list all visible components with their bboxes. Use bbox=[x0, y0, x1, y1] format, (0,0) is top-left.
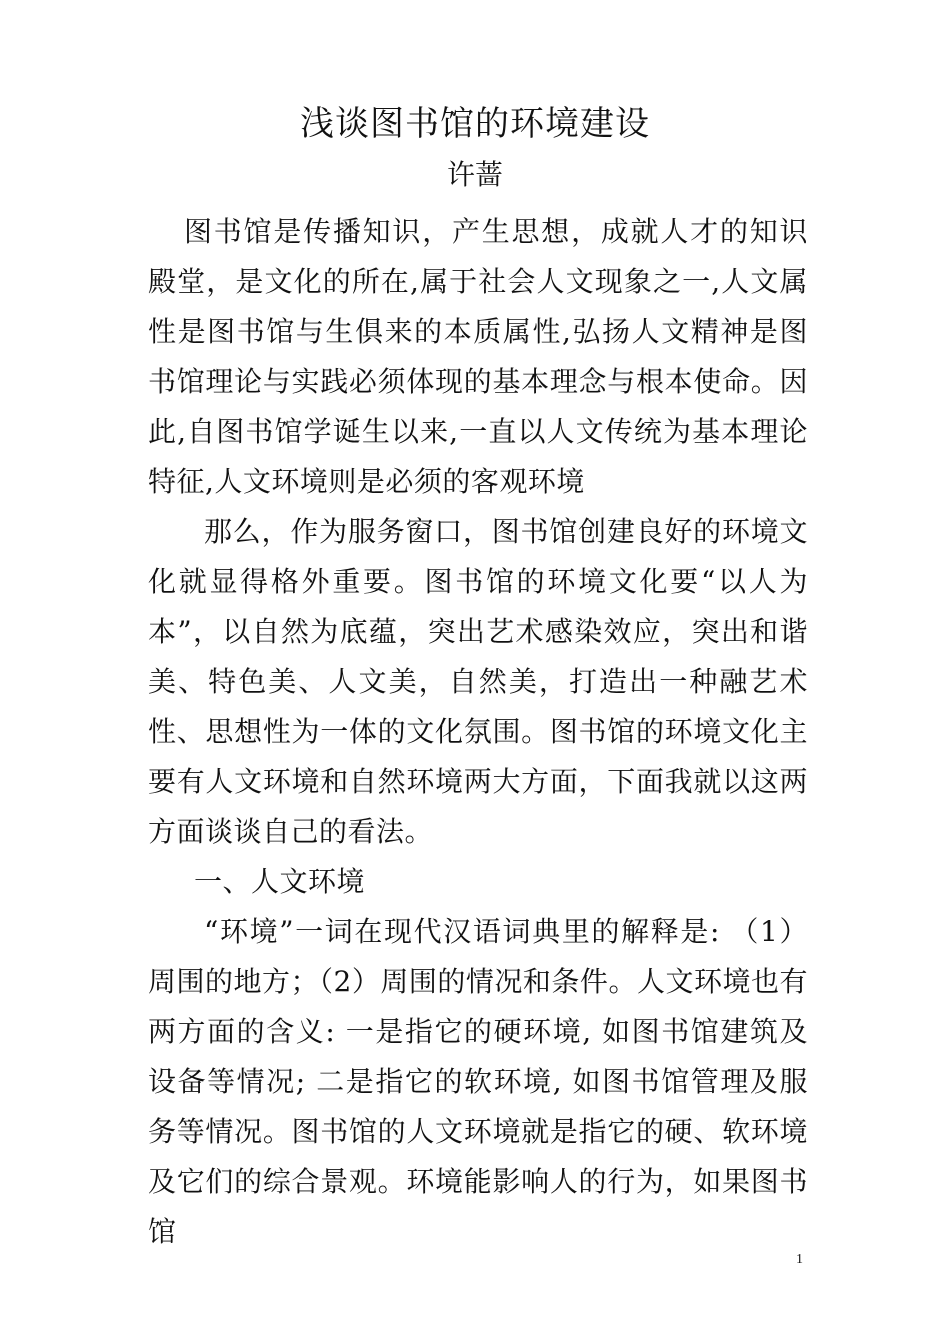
paragraph-intro: 图书馆是传播知识，产生思想，成就人才的知识殿堂，是文化的所在,属于社会人文现象之一,人文属性是图书馆与生俱来的本质属性,弘扬人文精神是图书馆理论与实践必须体现的基本理念与根本使命。因此,自图书馆学诞生以来,一直以人文传统为基本理论特征,人文环境则是必须的客观环境 bbox=[148, 215, 808, 498]
author-name: 许蔷 bbox=[446, 158, 503, 191]
document-body bbox=[148, 207, 808, 1257]
paragraph-environment-definition: “环境”一词在现代汉语词典里的解释是: （1）周围的地方；（2）周围的情况和条件。人文环境也有两方面的含义: 一是指它的硬环境, 如图书馆建筑及设备等情况; 二是指它的软环境, 如图书馆管理及服务等情况。图书馆的人文环境就是指它的硬、软环境及它们的综合景观。环境能影响人的行为，如果图书馆 bbox=[148, 915, 808, 1248]
document-title: 浅谈图书馆的环境建设 bbox=[300, 104, 650, 144]
section-heading-humanistic-environment: 一、人文环境 bbox=[194, 865, 366, 898]
page-number: 1 bbox=[796, 1252, 803, 1267]
paragraph-environment-culture: 那么，作为服务窗口，图书馆创建良好的环境文化就显得格外重要。图书馆的环境文化要“以人为本”，以自然为底蕴，突出艺术感染效应，突出和谐美、特色美、人文美，自然美，打造出一种融艺术性、思想性为一体的文化氛围。图书馆的环境文化主要有人文环境和自然环境两大方面，下面我就以这两方面谈谈自己的看法。 bbox=[148, 515, 808, 848]
